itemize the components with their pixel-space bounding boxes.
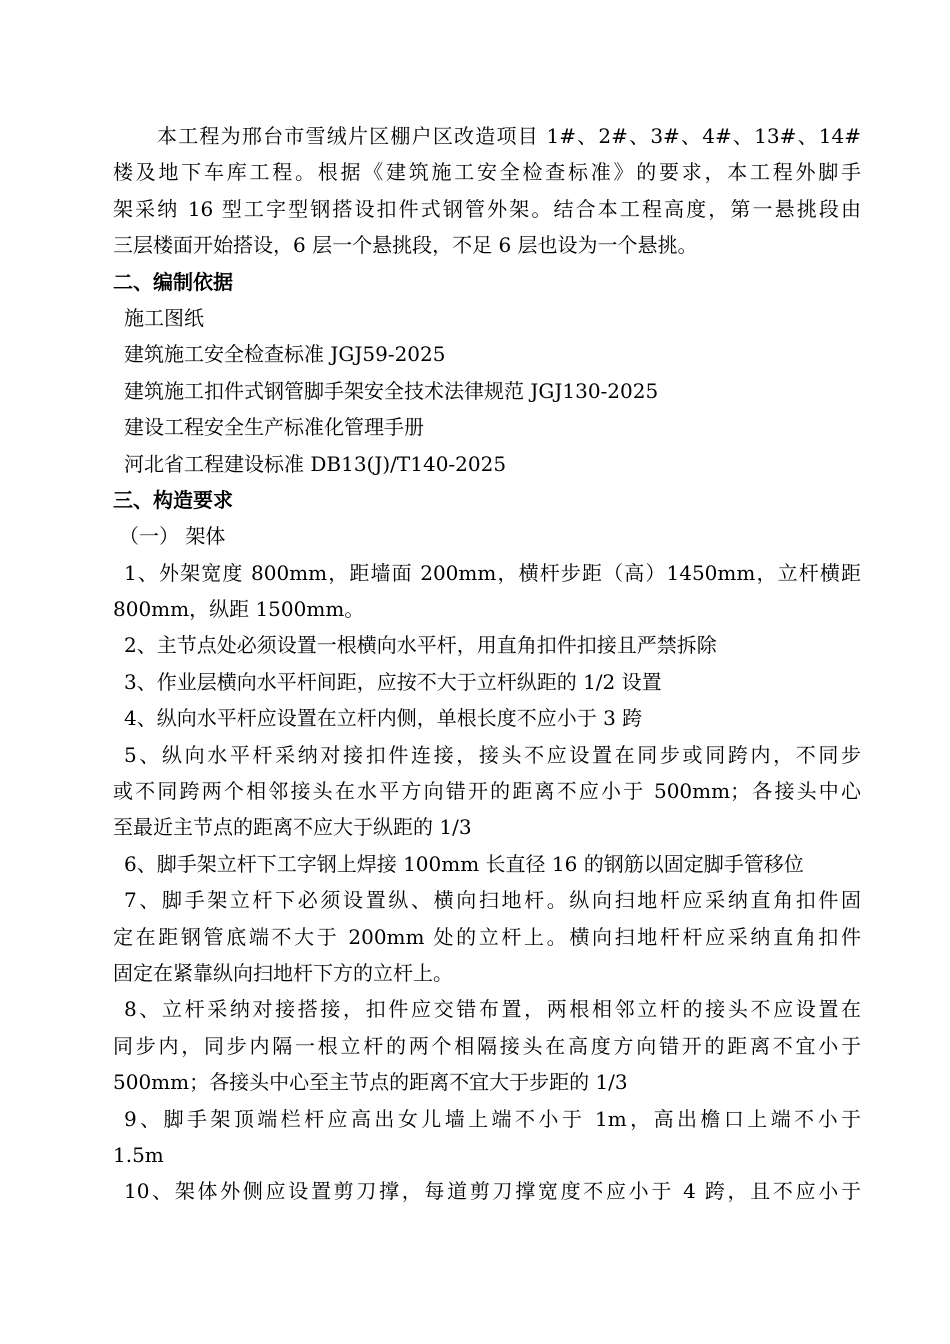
text-line: 或不同跨两个相邻接头在水平方向错开的距离不应小于 500mm；各接头中心 (113, 779, 861, 804)
text-line: 8、立杆采纳对接搭接，扣件应交错布置，两根相邻立杆的接头不应设置在 (124, 997, 861, 1022)
list-item: 河北省工程建设标准 DB13(J)/T140-2025 (124, 451, 507, 476)
subsection-heading: （一） 架体 (119, 524, 226, 549)
list-item: 建设工程安全生产标准化管理手册 (124, 415, 424, 440)
list-item (113, 627, 861, 663)
list-item: 建筑施工安全检查标准 JGJ59-2025 (124, 342, 446, 367)
text-line: 至最近主节点的距离不应大于纵距的 1/3 (113, 815, 472, 840)
list-item: 施工图纸 (124, 305, 204, 330)
text-line: 固定在紧靠纵向扫地杆下方的立杆上。 (113, 960, 453, 985)
list-item (113, 846, 861, 882)
text-line: 本工程为邢台市雪绒片区棚户区改造项目 1#、2#、3#、4#、13#、14# (157, 124, 861, 148)
section-heading-basis: 二、编制依据 (113, 269, 233, 294)
text-line: 5、纵向水平杆采纳对接扣件连接，接头不应设置在同步或同跨内，不同步 (124, 742, 861, 767)
text-line: 三层楼面开始搭设，6 层一个悬挑段，不足 6 层也设为一个悬挑。 (113, 233, 698, 258)
list-item (113, 1173, 861, 1209)
text-line: 架采纳 16 型工字型钢搭设扣件式钢管外架。结合本工程高度，第一悬挑段由 (113, 196, 861, 221)
text-line: 同步内，同步内隔一根立杆的两个相隔接头在高度方向错开的距离不宜小于 (113, 1033, 861, 1058)
text-line: 9、脚手架顶端栏杆应高出女儿墙上端不小于 1m，高出檐口上端不小于 (124, 1106, 861, 1131)
list-item (113, 664, 861, 700)
document-page (113, 118, 861, 1210)
text-line: 2、主节点处必须设置一根横向水平杆，用直角扣件扣接且严禁拆除 (124, 633, 717, 658)
text-line: 500mm；各接头中心至主节点的距离不宜大于步距的 1/3 (113, 1070, 628, 1095)
intro-paragraph (113, 118, 861, 264)
list-item (113, 882, 861, 991)
text-line: 7、脚手架立杆下必须设置纵、横向扫地杆。纵向扫地杆应采纳直角扣件固 (124, 888, 861, 913)
text-line: 10、架体外侧应设置剪刀撑，每道剪刀撑宽度不应小于 4 跨，且不应小于 (124, 1179, 861, 1204)
list-item: 建筑施工扣件式钢管脚手架安全技术法律规范 JGJ130-2025 (124, 378, 659, 403)
list-item (113, 1101, 861, 1174)
requirements-list (113, 555, 861, 1210)
text-line: 6、脚手架立杆下工字钢上焊接 100mm 长直径 16 的钢筋以固定脚手管移位 (124, 851, 804, 876)
list-item (113, 700, 861, 736)
text-line: 1、外架宽度 800mm，距墙面 200mm，横杆步距（高）1450mm，立杆横距 (124, 560, 861, 585)
basis-list (113, 300, 861, 482)
text-line: 4、纵向水平杆应设置在立杆内侧，单根长度不应小于 3 跨 (124, 706, 643, 731)
text-line: 楼及地下车库工程。根据《建筑施工安全检查标准》的要求，本工程外脚手 (113, 160, 861, 185)
list-item (113, 555, 861, 628)
text-line: 定在距钢管底端不大于 200mm 处的立杆上。横向扫地杆杆应采纳直角扣件 (113, 924, 861, 949)
list-item (113, 737, 861, 846)
text-line: 1.5m (113, 1142, 164, 1167)
section-heading-requirements: 三、构造要求 (113, 487, 233, 512)
list-item (113, 991, 861, 1100)
text-line: 800mm，纵距 1500mm。 (113, 597, 365, 622)
text-line: 3、作业层横向水平杆间距，应按不大于立杆纵距的 1/2 设置 (124, 669, 662, 694)
